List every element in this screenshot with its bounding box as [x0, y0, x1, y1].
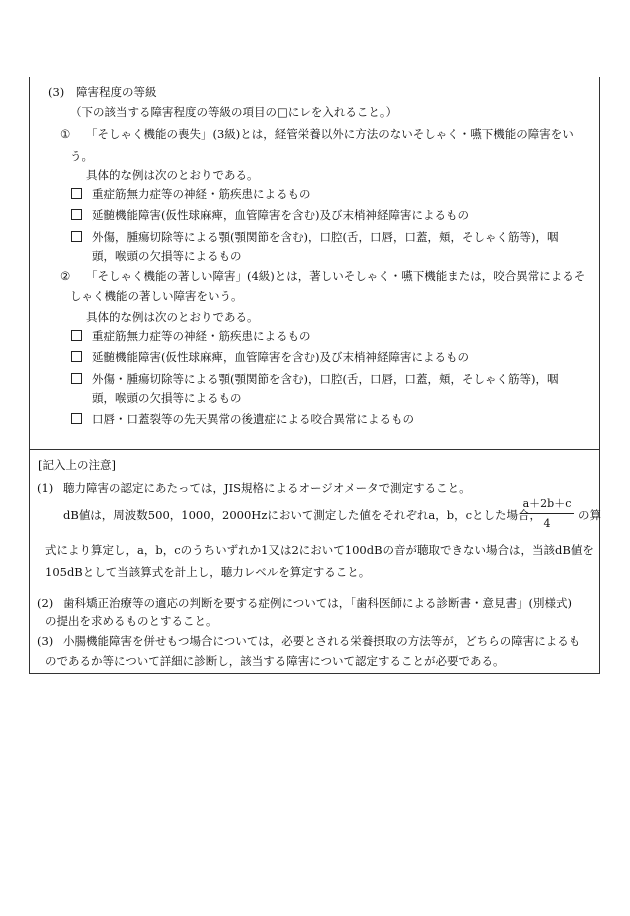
note1-number: (1) — [37, 481, 54, 495]
item1-examples-intro: 具体的な例は次のとおりである。 — [86, 168, 259, 182]
item1-mark: ① — [60, 127, 71, 141]
checkbox-icon[interactable] — [71, 231, 82, 242]
section3-heading-number: (3) — [48, 85, 65, 99]
item1-definition: 「そしゃく機能の喪失」(3級)とは，経管栄養以外に方法のないそしゃく・嚥下機能の障害をい — [86, 127, 574, 141]
item2-example-2-label: 延髄機能障害(仮性球麻痺，血管障害を含む)及び末梢神経障害によるもの — [92, 350, 469, 364]
item1-example-2-label: 延髄機能障害(仮性球麻痺，血管障害を含む)及び末梢神経障害によるもの — [92, 208, 469, 222]
item1-example-1-label: 重症筋無力症等の神経・筋疾患によるもの — [92, 187, 311, 201]
section-divider — [29, 449, 600, 450]
item1-example-3[interactable] — [71, 230, 558, 244]
checkbox-icon[interactable] — [71, 330, 82, 341]
section3-heading: 障害程度の等級 — [76, 85, 157, 99]
note1-line3: 式により算定し，a，b，cのうちいずれか1又は2において100dBの音が聴取できない場合は，当該dB値を — [45, 543, 594, 557]
item2-mark: ② — [60, 269, 71, 283]
checkbox-icon[interactable] — [71, 188, 82, 199]
checkbox-icon[interactable] — [71, 413, 82, 424]
item2-example-1[interactable] — [71, 329, 311, 343]
checkbox-icon[interactable] — [71, 209, 82, 220]
note1-line2: dB値は，周波数500，1000，2000Hzにおいて測定した値をそれぞれa，b，cとした場合， — [63, 508, 542, 522]
item2-example-3-cont: 頭，喉頭の欠損等によるもの — [92, 391, 242, 405]
section3-instruction: （下の該当する障害程度の等級の項目の□にレを入れること。） — [70, 105, 398, 119]
item1-example-3-label: 外傷，腫瘍切除等による顎(顎関節を含む)，口腔(舌，口唇，口蓋，頬，そしゃく筋等)，咽 — [92, 230, 559, 244]
note1-line4: 105dBとして当該算式を計上し，聴力レベルを算定すること。 — [45, 565, 371, 579]
note1-line2-tail: の算 — [578, 508, 601, 522]
note3-number: (3) — [37, 634, 54, 648]
item1-example-1[interactable] — [71, 187, 311, 201]
item2-example-4[interactable] — [71, 412, 414, 426]
item1-example-3-cont: 頭，喉頭の欠損等によるもの — [92, 249, 242, 263]
note1-line1: 聴力障害の認定にあたっては，JIS規格によるオージオメータで測定すること。 — [63, 481, 471, 495]
item2-definition: 「そしゃく機能の著しい障害」(4級)とは，著しいそしゃく・嚥下機能または，咬合異常によるそ — [86, 269, 586, 283]
note2-number: (2) — [37, 596, 54, 610]
item1-definition-cont: う。 — [70, 149, 93, 163]
note3-line1: 小腸機能障害を併せもつ場合については，必要とされる栄養摂取の方法等が，どちらの障害によるも — [63, 634, 581, 648]
checkbox-icon[interactable] — [71, 373, 82, 384]
item2-example-3-label: 外傷・腫瘍切除等による顎(顎関節を含む)，口腔(舌，口唇，口蓋，頬，そしゃく筋等)，咽 — [92, 372, 559, 386]
note2-line1: 歯科矯正治療等の適応の判断を要する症例については，「歯科医師による診断書・意見書」(別様式) — [63, 596, 572, 610]
item2-definition-cont: しゃく機能の著しい障害をいう。 — [70, 289, 243, 303]
item2-example-2[interactable] — [71, 350, 469, 364]
fraction-bar — [520, 513, 574, 514]
item1-example-2[interactable] — [71, 208, 469, 222]
notes-heading: [記入上の注意] — [38, 458, 116, 472]
checkbox-icon[interactable] — [71, 351, 82, 362]
item2-example-1-label: 重症筋無力症等の神経・筋疾患によるもの — [92, 329, 311, 343]
note3-line2: のであるか等について詳細に診断し，該当する障害について認定することが必要である。 — [45, 654, 505, 668]
note2-line2: の提出を求めるものとすること。 — [45, 614, 218, 628]
formula-denominator: 4 — [543, 517, 551, 530]
item2-example-4-label: 口唇・口蓋裂等の先天異常の後遺症による咬合異常によるもの — [92, 412, 414, 426]
item2-example-3[interactable] — [71, 372, 558, 386]
item2-examples-intro: 具体的な例は次のとおりである。 — [86, 310, 259, 324]
formula-numerator: a＋2b＋c — [522, 497, 572, 510]
formula-fraction — [520, 497, 574, 531]
